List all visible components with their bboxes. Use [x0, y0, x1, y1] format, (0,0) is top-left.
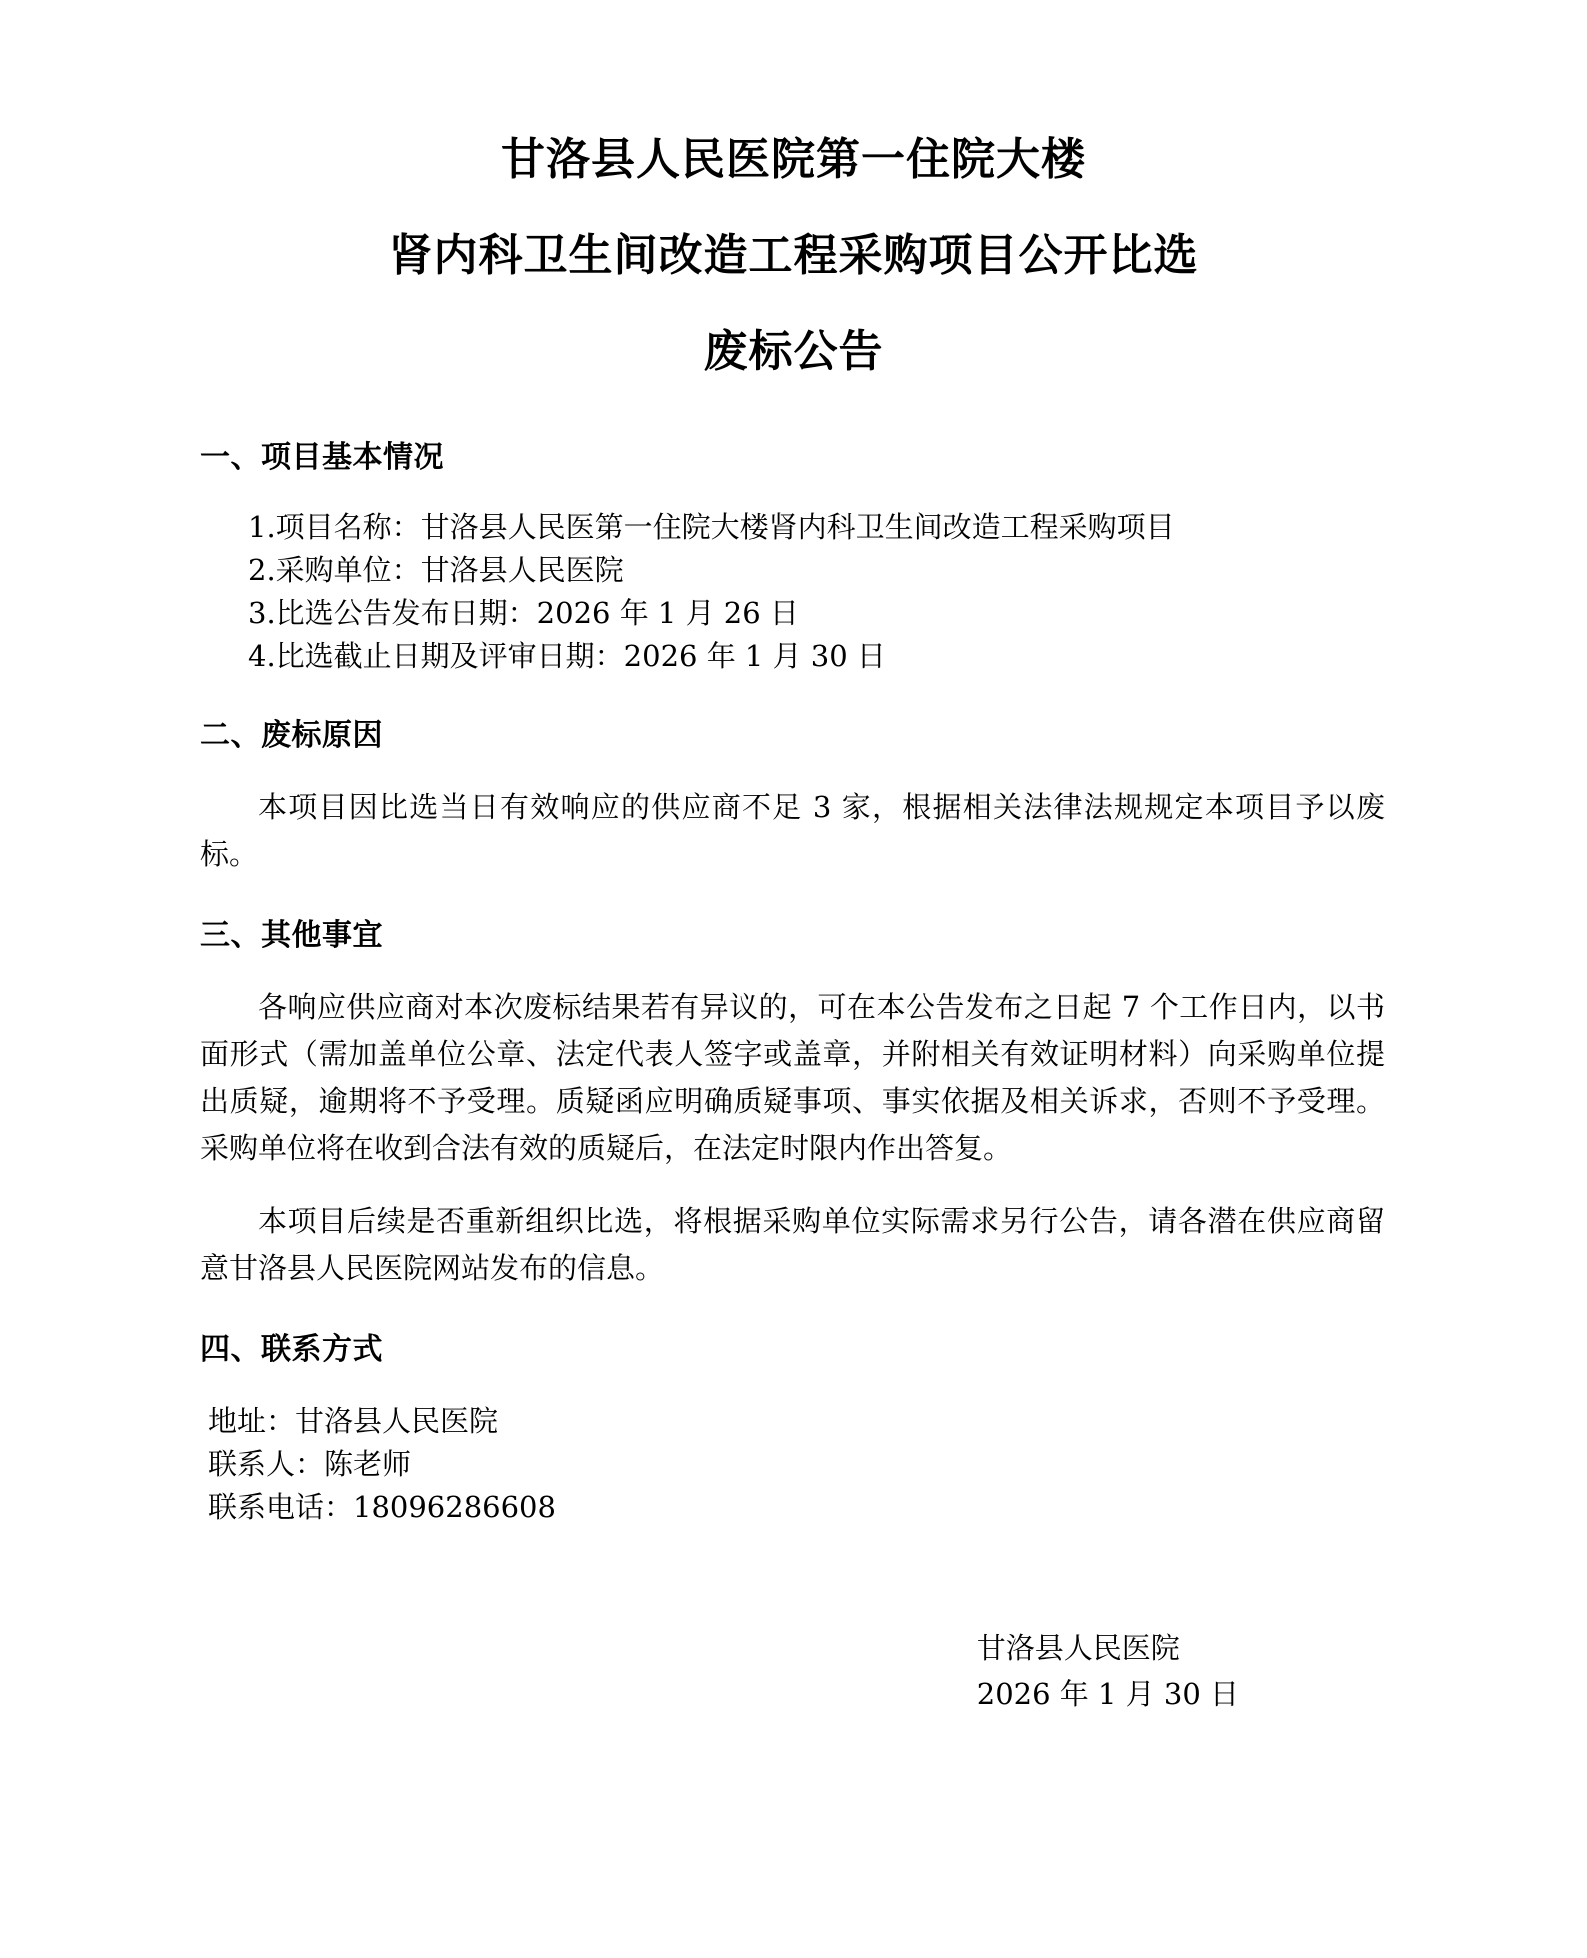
- contact-list: [200, 1400, 1385, 1529]
- paragraph-future-notice: 本项目后续是否重新组织比选，将根据采购单位实际需求另行公告，请各潜在供应商留意甘洛县人民医院网站发布的信息。: [200, 1204, 1385, 1285]
- document-body: [0, 436, 1587, 1529]
- paragraph-objection-procedure: 各响应供应商对本次废标结果若有异议的，可在本公告发布之日起 7 个工作日内，以书面形式（需加盖单位公章、法定代表人签字或盖章，并附相关有效证明材料）向采购单位提出质疑，逾期将不予受理。质疑函应明确质疑事项、事实依据及相关诉求，否则不予受理。采购单位将在收到合法有效的质疑后，在法定时限内作出答复。: [200, 990, 1385, 1165]
- title-line-3: 废标公告: [703, 326, 884, 377]
- section-heading-cancellation-reason: 二、废标原因: [200, 718, 383, 753]
- list-item: 4.比选截止日期及评审日期：2026 年 1 月 30 日: [248, 639, 886, 673]
- paragraph-cancellation-reason: 本项目因比选当日有效响应的供应商不足 3 家，根据相关法律法规规定本项目予以废标。: [200, 790, 1385, 871]
- list-item: 3.比选公告发布日期：2026 年 1 月 26 日: [248, 596, 799, 630]
- section-heading-other-matters: 三、其他事宜: [200, 918, 383, 953]
- section-heading-project-info: 一、项目基本情况: [200, 440, 444, 475]
- contact-address: 地址：甘洛县人民医院: [208, 1404, 499, 1438]
- section-heading-contact: 四、联系方式: [200, 1332, 383, 1367]
- list-item: 2.采购单位：甘洛县人民医院: [248, 553, 624, 587]
- contact-phone: 联系电话：18096286608: [208, 1490, 556, 1524]
- signature-date: 2026 年 1 月 30 日: [976, 1677, 1239, 1711]
- project-info-list: [200, 506, 1385, 678]
- list-item: 1.项目名称：甘洛县人民医第一住院大楼肾内科卫生间改造工程采购项目: [248, 510, 1175, 544]
- signature-inner: [977, 1625, 1385, 1717]
- signature-block: [0, 1625, 1587, 1717]
- title-line-2: 肾内科卫生间改造工程采购项目公开比选: [388, 230, 1199, 281]
- document-title: [0, 0, 1587, 400]
- contact-person: 联系人：陈老师: [208, 1447, 412, 1481]
- signature-organization: 甘洛县人民医院: [976, 1631, 1180, 1665]
- title-line-1: 甘洛县人民医院第一住院大楼: [501, 134, 1086, 185]
